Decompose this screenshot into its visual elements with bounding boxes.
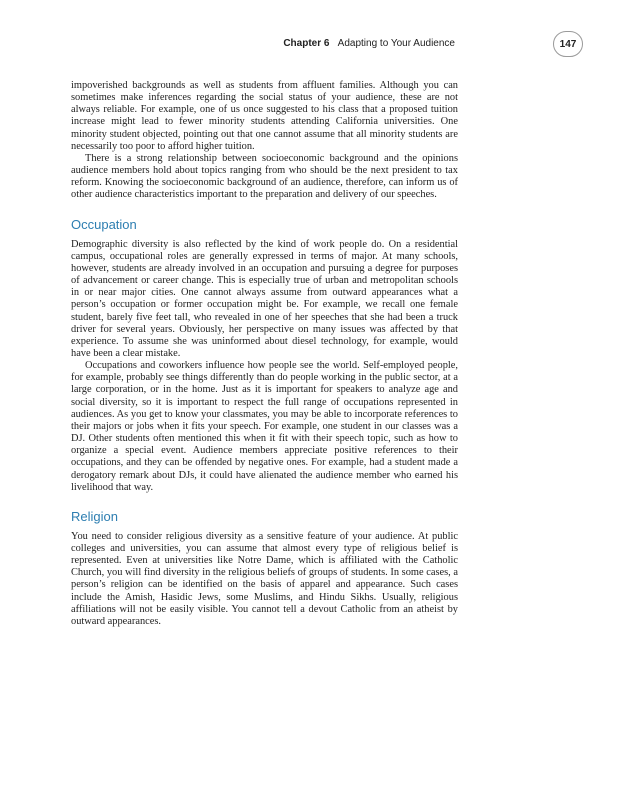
paragraph-religion-1: You need to consider religious diversity as a sensitive feature of your audience. At public colleges and universities, you can assume that almost every type of religious belief is represented. Even at universities like Notre Dame, which is affiliated with the Catholic Church, you will find diversity in the religious beliefs of groups of students. In some cases, a person’s religion can be identified on the basis of apparel and appearance. Such cases include the Amish, Hasidic Jews, some Muslims, and Hindu Sikhs. Usually, religious affiliations will not be easily visible. You cannot tell a devout Catholic from an atheist by outward appearances. (71, 530, 458, 627)
chapter-title: Adapting to Your Audience (337, 38, 455, 49)
page-body (71, 80, 458, 628)
paragraph-socioeconomic: There is a strong relationship between socioeconomic background and the opinions audience members hold about topics ranging from who should be the next president to tax reform. Knowing the socioeconomic background of an audience, therefore, can inform us of other audience characteristics important to the preparation and delivery of our speeches. (71, 152, 458, 201)
page-number-badge: 147 (553, 31, 583, 57)
section-heading-religion: Religion (71, 508, 118, 524)
paragraph-occupation-1: Demographic diversity is also reflected by the kind of work people do. On a residential campus, occupational roles are generally expressed in terms of major. At many schools, however, students are already involved in an occupation and pursuing a degree for purposes of advancement or career change. This is especially true of urban and metropolitan schools in or near major cities. One cannot always assume from outward appearances what a person’s occupation or former occupation might be. For example, we recall one female student, barely five feet tall, who revealed in one of her speeches that she had been a truck driver for several years. Obviously, her perspective on many issues was affected by that experience. To assume she was uninformed about diesel technology, for example, would have been a clear mistake. (71, 238, 458, 359)
section-heading-occupation: Occupation (71, 216, 137, 232)
chapter-label: Chapter 6 (283, 38, 330, 49)
paragraph-continued: impoverished backgrounds as well as students from affluent families. Although you can sometimes make inferences regarding the social status of your audience, these are not always reliable. For example, one of us once suggested to his class that a proposed tuition increase might lead to fewer minority students attending California universities. One minority student objected, pointing out that one cannot assume that all minority students are necessarily too poor to afford higher tuition. (71, 80, 458, 152)
running-head (283, 38, 455, 49)
paragraph-occupation-2: Occupations and coworkers influence how people see the world. Self-employed people, for example, probably see things differently than do people working in the public sector, at a large corporation, or in the home. Just as it is important for speakers to analyze age and social diversity, so it is important to respect the full range of occupations represented in audiences. As you get to know your classmates, you may be able to incorporate references to their majors or jobs when it fits your speech. For example, one student in our classes was a DJ. Other students often mentioned this when it fit with their speech topic, such as how to organize a special event. Audience members appreciate positive references to their occupations, and they can be offended by negative ones. For example, had a student made a derogatory remark about DJs, it could have alienated the audience member who earned his livelihood that way. (71, 360, 458, 493)
